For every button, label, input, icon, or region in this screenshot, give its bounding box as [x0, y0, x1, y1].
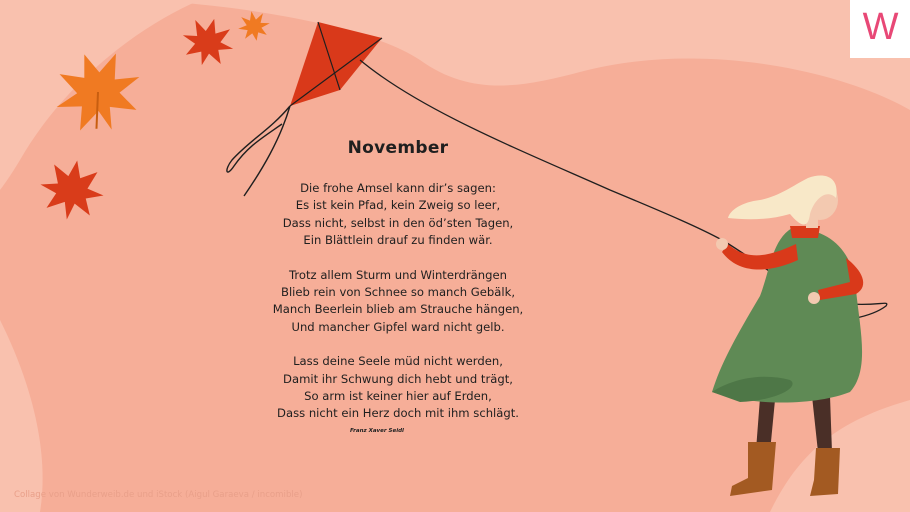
poem-line: Damit ihr Schwung dich hebt und trägt, [283, 371, 513, 386]
poem-line: Dass nicht ein Herz doch mit ihm schlägt. [277, 406, 519, 421]
stanza-1 [248, 180, 548, 250]
poem-line: Blieb rein von Schnee so manch Gebälk, [280, 285, 515, 300]
stanza-3 [248, 353, 548, 423]
poem-line: Es ist kein Pfad, kein Zweig so leer, [295, 198, 501, 213]
poem-title: November [347, 138, 449, 158]
boot-right-icon [810, 448, 840, 496]
poem-line: Trotz allem Sturm und Winterdrängen [289, 267, 507, 282]
poem-line: Manch Beerlein blieb am Strauche hängen, [272, 302, 524, 317]
poem [248, 138, 548, 440]
poem-line: Lass deine Seele müd nicht werden, [293, 354, 503, 369]
poem-author: Franz Xaver Seidl [350, 428, 404, 434]
poem-line: So arm ist keiner hier auf Erden, [304, 389, 492, 404]
wunderweib-logo[interactable] [850, 0, 910, 58]
logo-letter: W [862, 6, 898, 48]
boot-left-icon [730, 442, 776, 496]
poem-line: Die frohe Amsel kann dir’s sagen: [300, 181, 496, 195]
poem-line: Ein Blättlein drauf zu finden wär. [303, 233, 493, 248]
poem-line: Und mancher Gipfel ward nicht gelb. [291, 319, 505, 334]
stanza-2 [248, 267, 548, 337]
poem-line: Dass nicht, selbst in den öd’sten Tagen, [282, 215, 514, 230]
image-credit: Collage von Wunderweib.de und iStock (Aigul Garaeva / incomible) [14, 490, 303, 500]
